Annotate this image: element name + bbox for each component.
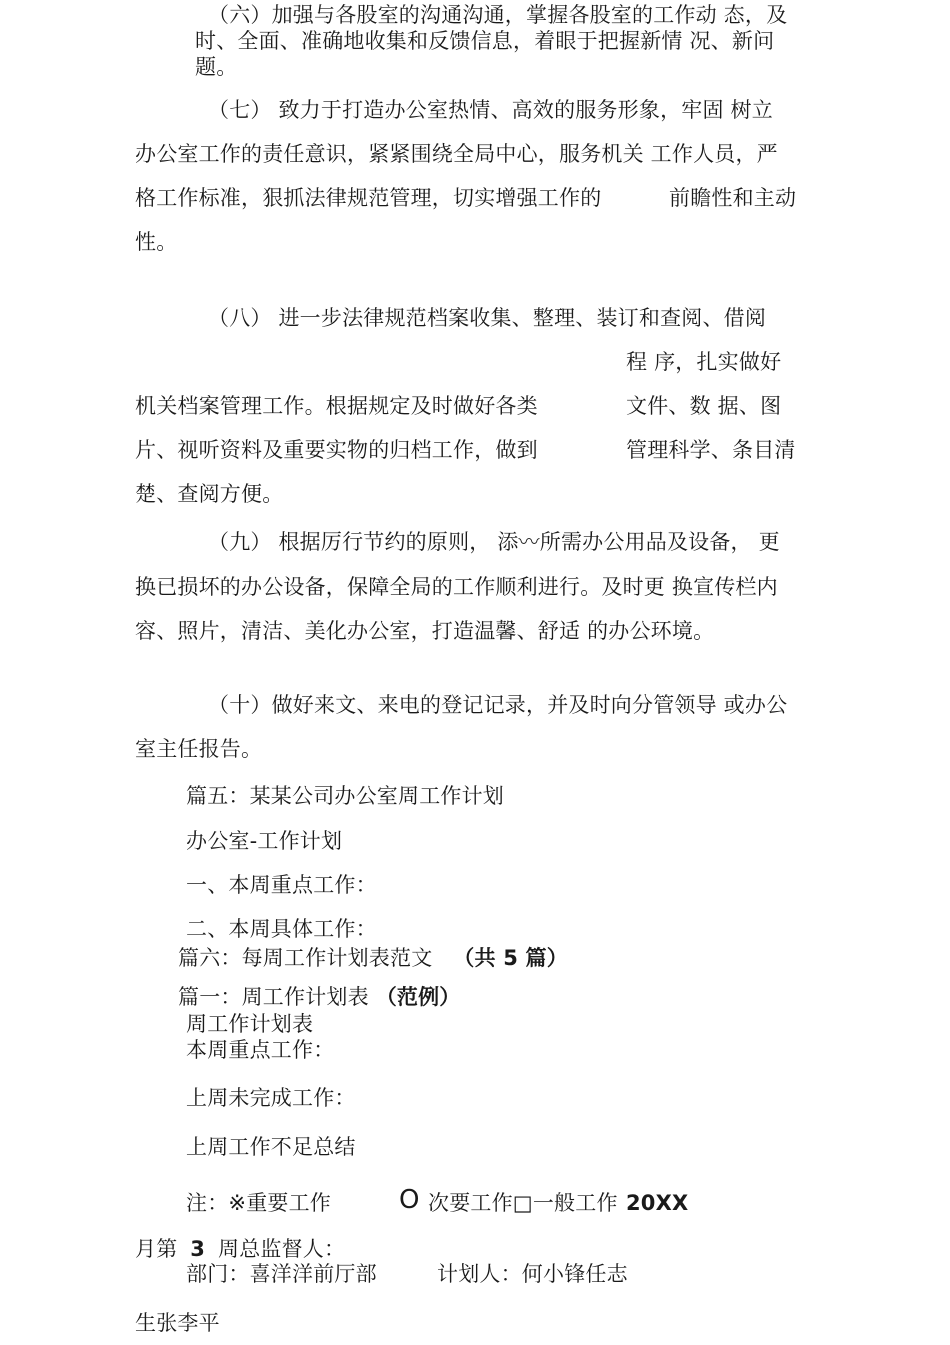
circle-symbol: O	[399, 1185, 420, 1215]
section7-line3b: 前瞻性和主动	[669, 186, 797, 210]
part5-title: 篇五：某某公司办公室周工作计划	[186, 784, 504, 808]
section9-line1: （九） 根据厉行节约的原则， 添〰所需办公用品及设备， 更	[208, 530, 780, 554]
part1-note: （范例）	[375, 985, 461, 1009]
section8-line1: （八） 进一步法律规范档案收集、整理、装订和查阅、借阅	[208, 306, 767, 330]
week-line	[135, 1236, 345, 1262]
names-text: 生张李平	[135, 1311, 220, 1335]
part6-count: （共 5 篇）	[453, 946, 568, 970]
part5-item2: 二、本周具体工作：	[186, 917, 377, 941]
legend-a: 注：※重要工作	[186, 1191, 331, 1215]
legend-year: 20XX	[626, 1191, 689, 1215]
week-line-a: 月第	[135, 1237, 178, 1261]
part1-title-line	[178, 984, 461, 1010]
section8-line5: 楚、查阅方便。	[135, 482, 284, 506]
week-line-b: 周总监督人：	[218, 1237, 346, 1261]
dept-text: 部门：喜洋洋前厅部	[186, 1262, 377, 1286]
part1-focus: 本周重点工作：	[186, 1038, 335, 1062]
section8-line3a: 机关档案管理工作。根据规定及时做好各类	[135, 394, 538, 418]
legend-b: 次要工作□一般工作	[428, 1191, 618, 1215]
section8-line4b: 管理科学、条目清	[626, 438, 796, 462]
section10-line2: 室主任报告。	[135, 737, 263, 761]
section7-line4: 性。	[135, 230, 178, 254]
section7-line3a: 格工作标准，狠抓法律规范管理，切实增强工作的	[135, 186, 602, 210]
part6-title: 篇六：每周工作计划表范文	[178, 946, 433, 970]
section6-line2: 时、全面、准确地收集和反馈信息，着眼于把握新情 况、新问	[195, 29, 775, 53]
week-number: 3	[190, 1237, 206, 1261]
section8-line4a: 片、视听资料及重要实物的归档工作，做到	[135, 438, 538, 462]
section10-line1: （十）做好来文、来电的登记记录，并及时向分管领导 或办公	[208, 693, 788, 717]
part6-title-line	[178, 945, 568, 971]
planner-text: 计划人：何小锋任志	[437, 1262, 628, 1286]
section9-line2: 换已损坏的办公设备，保障全局的工作顺利进行。及时更 换宣传栏内	[135, 575, 778, 599]
part1-title: 篇一：周工作计划表	[178, 985, 369, 1009]
part5-item1: 一、本周重点工作：	[186, 873, 377, 897]
part5-subtitle: 办公室-工作计划	[186, 829, 343, 853]
section7-line2: 办公室工作的责任意识，紧紧围绕全局中心，服务机关 工作人员，严	[135, 142, 778, 166]
part1-unfinished: 上周未完成工作：	[186, 1086, 356, 1110]
section8-line3b: 文件、数 据、图	[626, 394, 782, 418]
section9-line3: 容、照片，清洁、美化办公室，打造温馨、舒适 的办公环境。	[135, 619, 715, 643]
section7-line1: （七） 致力于打造办公室热情、高效的服务形象，牢固 树立	[208, 98, 773, 122]
section6-line1: （六）加强与各股室的沟通沟通，掌握各股室的工作动 态，及	[208, 3, 788, 27]
section8-line2: 程 序，扎实做好	[626, 350, 782, 374]
part1-heading: 周工作计划表	[186, 1012, 314, 1036]
part1-shortfall: 上周工作不足总结	[186, 1135, 356, 1159]
section6-line3: 题。	[195, 55, 238, 79]
